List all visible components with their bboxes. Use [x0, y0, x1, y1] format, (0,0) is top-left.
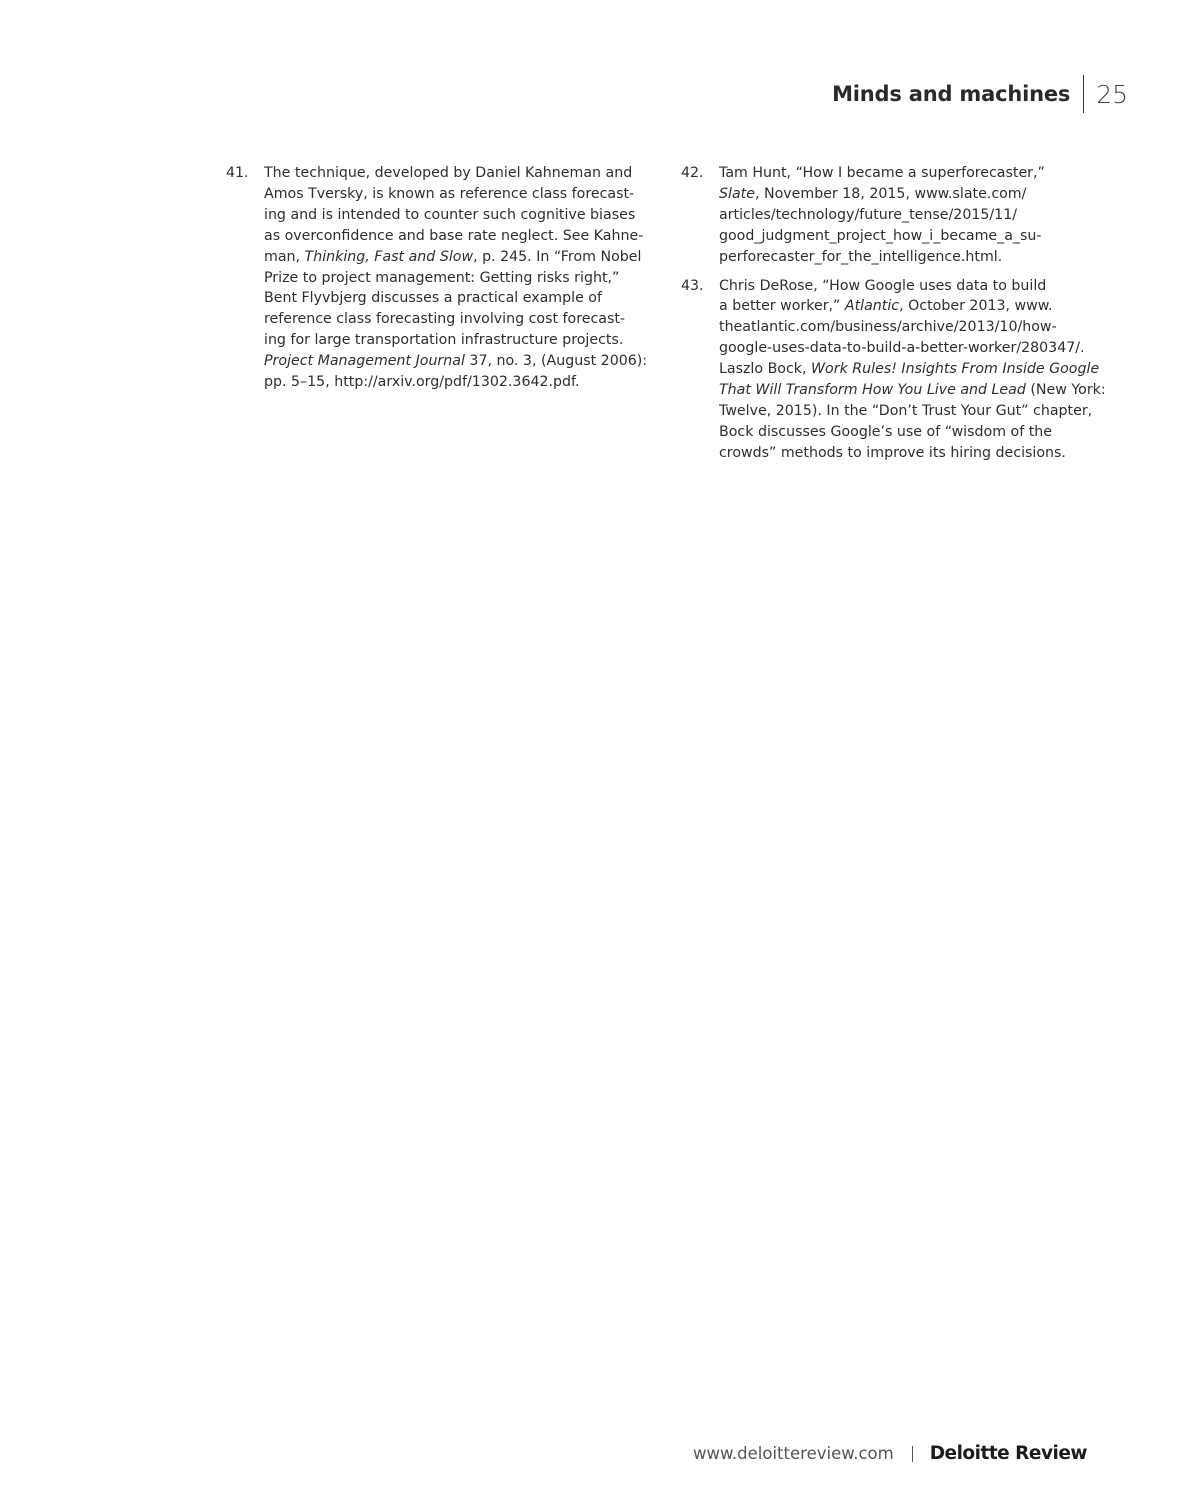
- endnote-line: [719, 359, 1106, 380]
- endnote-text-run: , p. 245. In “From Nobel: [473, 248, 642, 265]
- endnote-line: ing for large transportation infrastructure projects.: [264, 332, 624, 349]
- endnote-text-run: , November 18, 2015, www.slate.com/: [754, 185, 1027, 202]
- endnote-line: [719, 184, 1101, 205]
- endnote-line: reference class forecasting involving cost forecast-: [264, 311, 626, 328]
- publication-title: Slate: [719, 185, 755, 202]
- endnote-text: [719, 163, 1101, 268]
- endnote-line: articles/technology/future_tense/2015/11/: [719, 206, 1018, 223]
- endnote-line: Bent Flyvbjerg discusses a practical example of: [264, 290, 602, 307]
- endnote-43: [681, 276, 1106, 464]
- endnote-line: google-uses-data-to-build-a-better-worker/280347/.: [719, 340, 1085, 357]
- endnote-line: perforecaster_for_the_intelligence.html.: [719, 248, 1003, 265]
- page-footer: [693, 1443, 1087, 1464]
- endnote-text-run: (New York:: [1025, 382, 1106, 399]
- endnote-line: Tam Hunt, “How I became a superforecaster,”: [719, 165, 1045, 181]
- page-header: [832, 74, 1128, 114]
- endnote-line: [719, 380, 1106, 401]
- endnote-line: Bock discusses Google’s use of “wisdom of the: [719, 423, 1052, 440]
- endnote-line: The technique, developed by Daniel Kahneman and: [264, 165, 633, 181]
- publication-title: Atlantic: [844, 298, 900, 315]
- footer-url-link[interactable]: www.deloittereview.com: [692, 1444, 894, 1463]
- endnote-line: Twelve, 2015). In the “Don’t Trust Your Gut” chapter,: [719, 402, 1093, 419]
- endnote-line: [719, 296, 1106, 317]
- book-title: Thinking, Fast and Slow: [304, 248, 474, 265]
- endnotes-left-column: [226, 163, 646, 401]
- endnote-number: 42.: [681, 165, 704, 181]
- endnote-text-run: 37, no. 3, (August 2006):: [464, 353, 648, 370]
- endnote-text: [264, 163, 647, 393]
- endnote-line: [264, 351, 647, 372]
- endnote-text-run: , October 2013, www.: [899, 298, 1053, 315]
- endnote-line: theatlantic.com/business/archive/2013/10/how-: [719, 319, 1057, 336]
- endnote-42: [681, 163, 1101, 268]
- book-title: Work Rules! Insights From Inside Google: [811, 361, 1100, 378]
- endnote-number: 41.: [226, 165, 249, 181]
- endnote-text: [719, 276, 1106, 464]
- endnote-line: Chris DeRose, “How Google uses data to build: [719, 277, 1047, 294]
- page-number: 25: [1096, 79, 1128, 109]
- endnote-line: Amos Tversky, is known as reference class forecast-: [264, 185, 635, 202]
- endnote-line: as overconfidence and base rate neglect. See Kahne-: [264, 227, 644, 244]
- endnote-text-run: man,: [264, 248, 305, 265]
- endnote-line: crowds” methods to improve its hiring decisions.: [719, 444, 1066, 461]
- endnote-line: ing and is intended to counter such cognitive biases: [264, 206, 636, 223]
- endnote-41: [226, 163, 646, 393]
- endnotes-right-column: [681, 163, 1106, 472]
- endnote-line: [264, 247, 647, 268]
- endnote-line: Prize to project management: Getting risks right,”: [264, 269, 620, 286]
- endnote-number: 43.: [681, 277, 704, 294]
- endnote-line: pp. 5–15, http://arxiv.org/pdf/1302.3642.pdf.: [264, 374, 580, 391]
- endnote-text-run: Laszlo Bock,: [719, 361, 812, 378]
- journal-title: Project Management Journal: [264, 353, 465, 370]
- book-title: That Will Transform How You Live and Lead: [719, 382, 1026, 399]
- endnote-line: good_judgment_project_how_i_became_a_su-: [719, 227, 1042, 244]
- page-title: Minds and machines: [832, 82, 1071, 106]
- endnote-text-run: a better worker,”: [719, 298, 845, 315]
- footer-brand: Deloitte Review: [929, 1443, 1087, 1464]
